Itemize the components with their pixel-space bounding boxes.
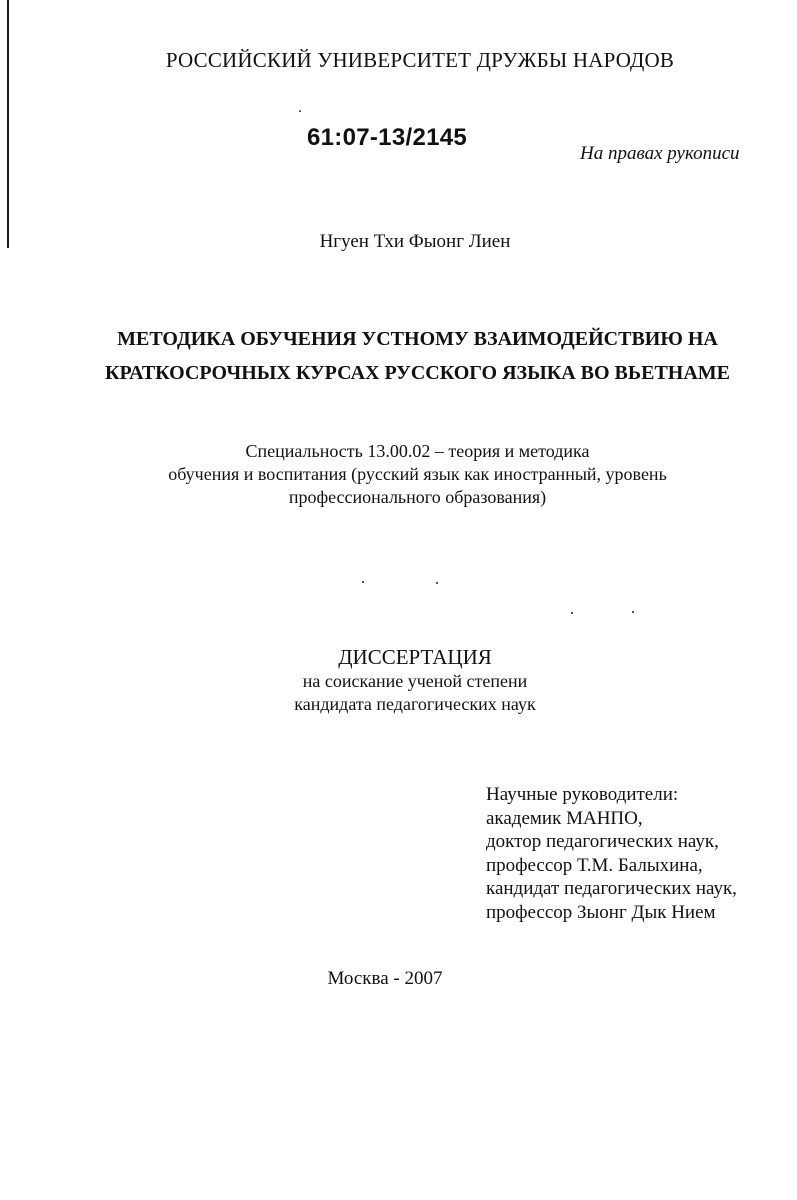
- scan-speck: [571, 612, 573, 614]
- advisor-line: доктор педагогических наук,: [486, 831, 719, 852]
- advisors-heading: Научные руководители:: [486, 784, 679, 805]
- scan-speck: [632, 611, 634, 613]
- handwritten-mark: ·: [298, 104, 302, 120]
- dissertation-degree-line-1: на соискание ученой степени: [302, 671, 528, 691]
- title-line-1: МЕТОДИКА ОБУЧЕНИЯ УСТНОМУ ВЗАИМОДЕЙСТВИЮ НА: [117, 328, 718, 350]
- author-name: Нгуен Тхи Фыонг Лиен: [319, 231, 511, 252]
- specialty-line-1: Специальность 13.00.02 – теория и методика: [245, 441, 590, 461]
- specialty-block: [0, 440, 797, 509]
- dissertation-degree-line-2: кандидата педагогических наук: [294, 694, 536, 714]
- dissertation-heading: ДИССЕРТАЦИЯ: [338, 645, 492, 669]
- advisor-line: академик МАНПО,: [486, 807, 643, 829]
- catalog-number: 61:07-13/2145: [307, 124, 468, 151]
- city-year: Москва - 2007: [327, 968, 443, 989]
- scan-speck: [362, 581, 364, 583]
- scan-edge-line: [7, 0, 9, 248]
- rights-note: На правах рукописи: [580, 143, 740, 164]
- scan-speck: [436, 582, 438, 584]
- advisor-line: профессор Зыонг Дык Нием: [486, 901, 716, 923]
- title-line-2: КРАТКОСРОЧНЫХ КУРСАХ РУССКОГО ЯЗЫКА ВО ВЬЕТНАМЕ: [104, 362, 731, 384]
- university-name: РОССИЙСКИЙ УНИВЕРСИТЕТ ДРУЖБЫ НАРОДОВ: [165, 48, 675, 72]
- specialty-line-2: обучения и воспитания (русский язык как иностранный, уровень: [168, 464, 667, 484]
- dissertation-title: [0, 322, 797, 390]
- specialty-line-3: профессионального образования): [288, 487, 547, 507]
- advisors-block: [486, 783, 737, 924]
- advisor-line: профессор Т.М. Балыхина,: [486, 854, 703, 876]
- advisor-line: кандидат педагогических наук,: [486, 878, 737, 899]
